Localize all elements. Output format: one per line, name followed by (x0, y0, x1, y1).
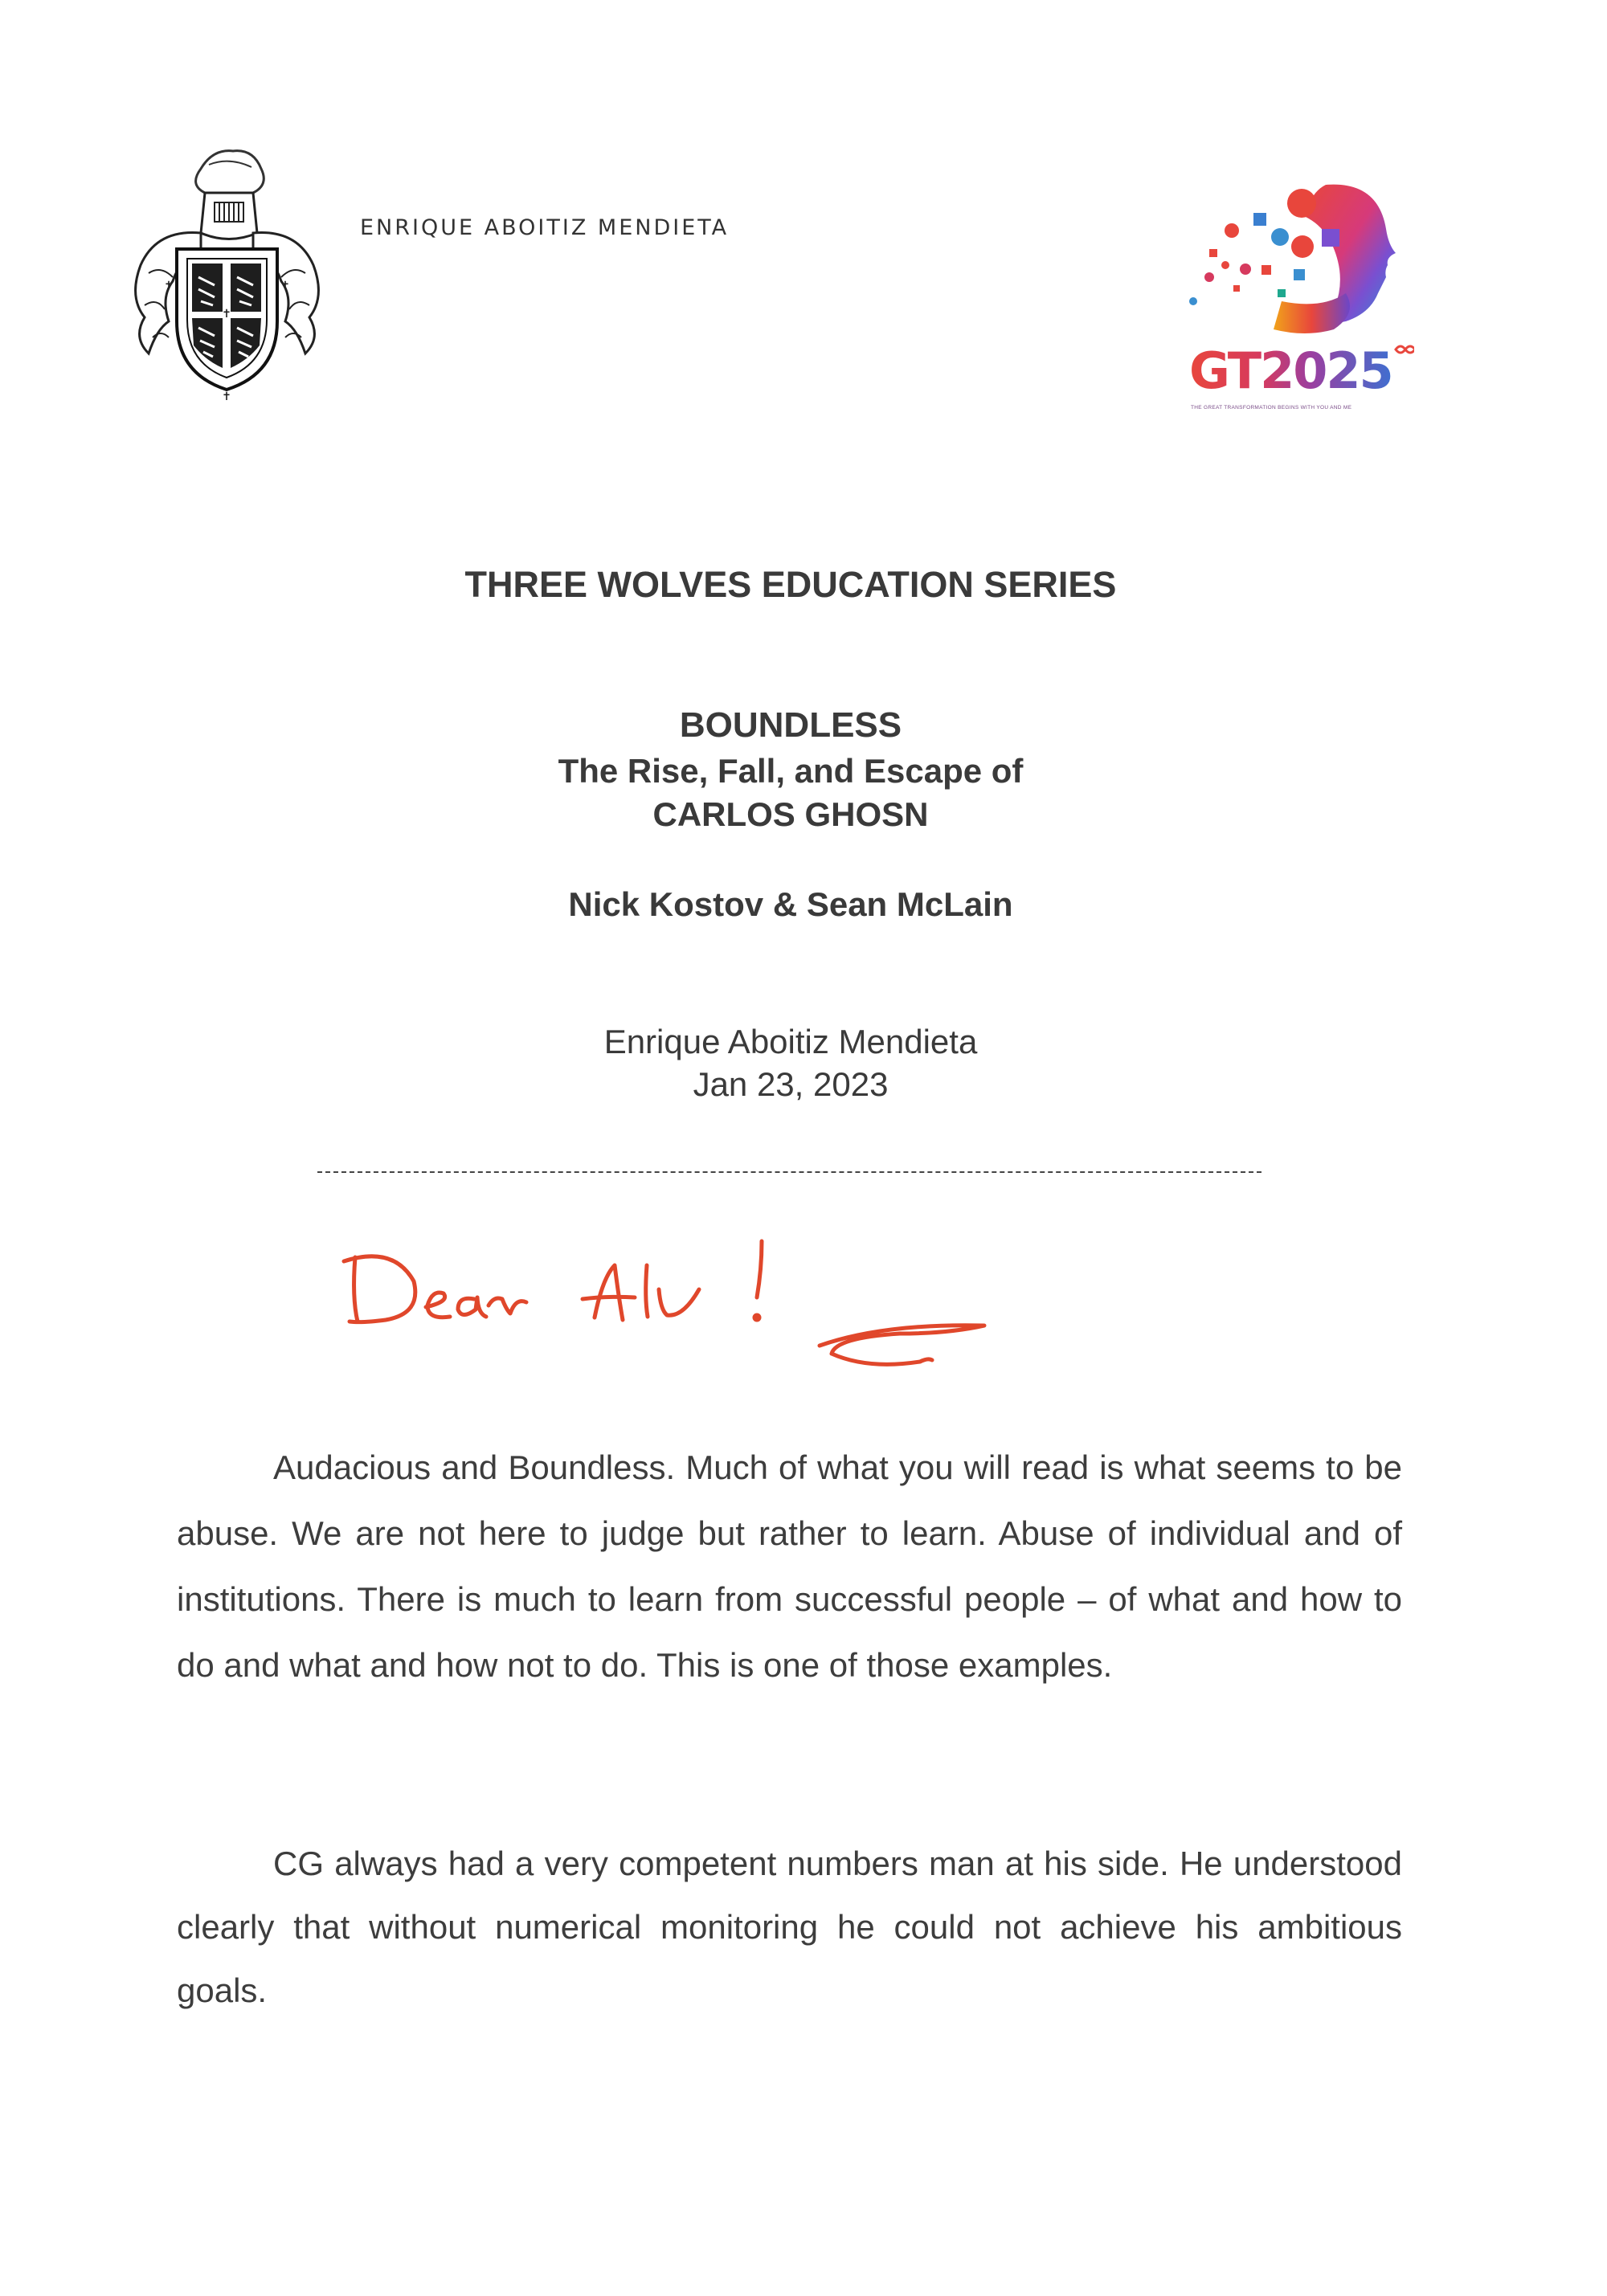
body-paragraph-2: CG always had a very competent numbers man at his side. He understood clearly that without numerical monitoring he could not achieve his ambitious goals. (177, 1845, 1402, 2009)
book-authors: Nick Kostov & Sean McLain (568, 885, 1013, 923)
dashed-divider (317, 1171, 1261, 1173)
book-subtitle: The Rise, Fall, and Escape of (558, 752, 1024, 790)
family-crest-icon (125, 145, 329, 402)
svg-text:✝: ✝ (164, 279, 174, 292)
series-title: THREE WOLVES EDUCATION SERIES (464, 564, 1117, 605)
svg-text:✝: ✝ (222, 390, 231, 402)
review-date: Jan 23, 2023 (693, 1065, 889, 1103)
svg-text:✝: ✝ (222, 307, 231, 320)
letterhead-name: ENRIQUE ABOITIZ MENDIETA (360, 215, 730, 240)
handwritten-note (337, 1233, 1004, 1394)
gt2025-wordmark: GT2025 (1189, 341, 1392, 400)
book-subject: CARLOS GHOSN (652, 795, 929, 833)
svg-text:✝: ✝ (280, 279, 290, 292)
book-title: BOUNDLESS (679, 705, 902, 745)
body-paragraph-1: Audacious and Boundless. Much of what you will read is what seems to be abuse. We are not here to judge but rather to learn. Abuse of individual and of institutions. There is much to learn from successful people – of what and how to do and what and how not to do. This is one of those examples. (177, 1448, 1402, 1684)
reviewer-name: Enrique Aboitiz Mendieta (603, 1023, 978, 1060)
gt2025-tagline: THE GREAT TRANSFORMATION BEGINS WITH YOU AND ME (1191, 405, 1352, 411)
